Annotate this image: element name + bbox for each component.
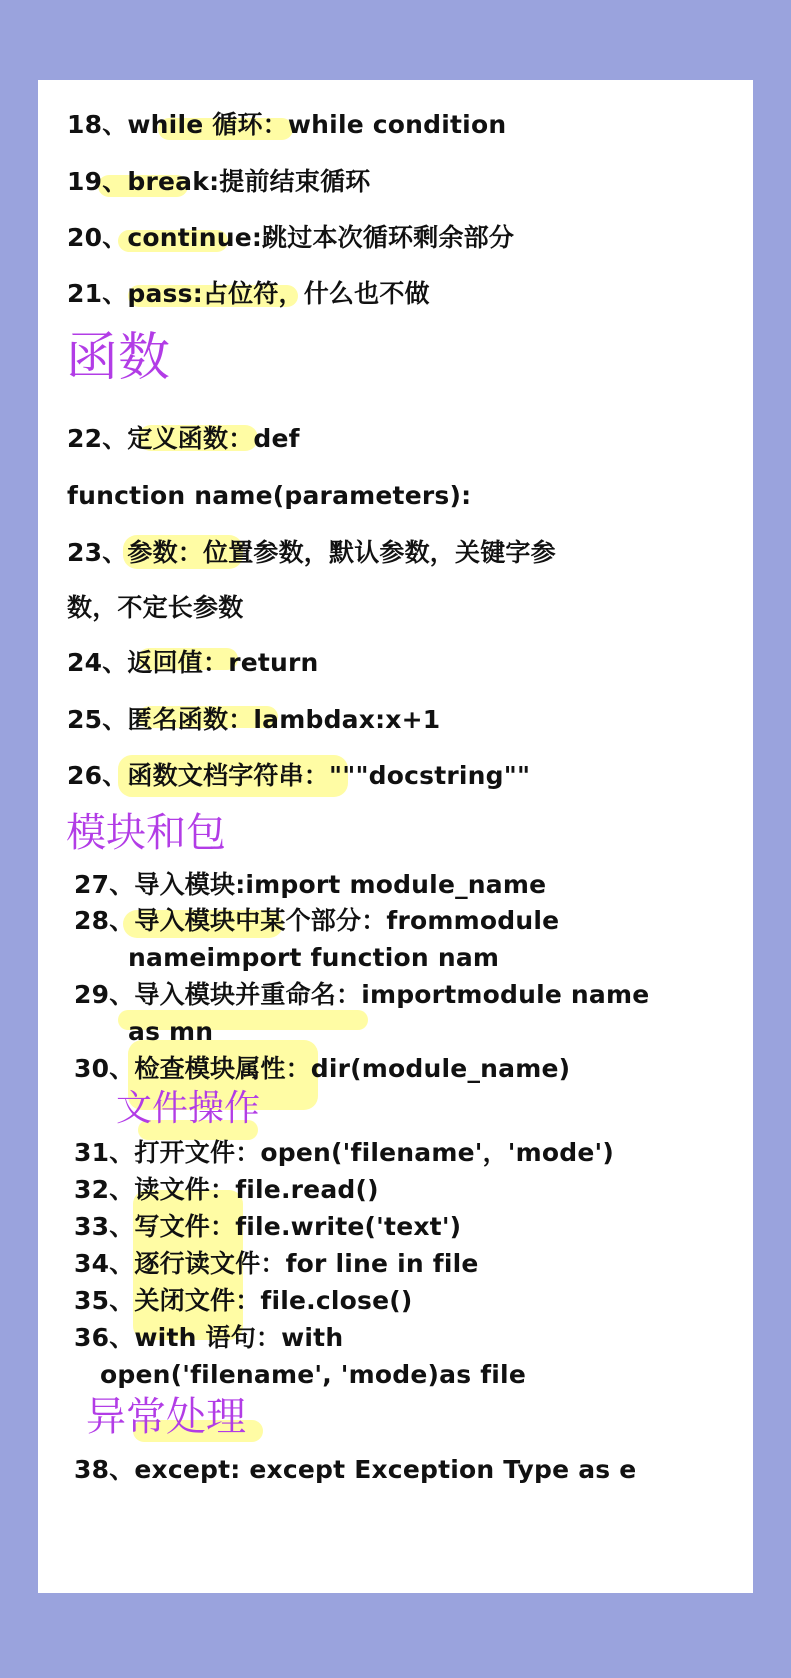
heading-functions: 函数	[66, 328, 171, 388]
content-card	[38, 80, 753, 1593]
item-20: 20、continue:跳过本次循环剩余部分	[67, 223, 515, 252]
item-28: 28、导入模块中某个部分：frommodule	[74, 906, 560, 935]
item-19: 19、break:提前结束循环	[67, 167, 371, 196]
item-21: 21、pass:占位符，什么也不做	[67, 279, 430, 308]
item-35: 35、关闭文件：file.close()	[74, 1286, 413, 1315]
item-23: 23、参数：位置参数，默认参数，关键字参	[67, 538, 556, 567]
item-29: 29、导入模块并重命名：importmodule name	[74, 980, 650, 1009]
item-33: 33、写文件：file.write('text')	[74, 1212, 462, 1241]
item-31: 31、打开文件：open('filename'，'mode')	[74, 1138, 615, 1167]
item-36-continued: open('filename', 'mode)as file	[100, 1360, 526, 1389]
item-28-continued: nameimport function nam	[128, 943, 500, 972]
item-34: 34、逐行读文件：for line in file	[74, 1249, 479, 1278]
item-25: 25、匿名函数：lambdax:x+1	[67, 705, 441, 734]
item-30: 30、检查模块属性：dir(module_name)	[74, 1054, 571, 1083]
item-26: 26、函数文档字符串："""docstring""	[67, 761, 531, 790]
item-36: 36、with 语句：with	[74, 1323, 344, 1352]
item-22-continued: function name(parameters):	[67, 481, 472, 510]
heading-exceptions: 异常处理	[86, 1394, 246, 1440]
item-29-continued: as mn	[128, 1017, 214, 1046]
item-32: 32、读文件：file.read()	[74, 1175, 379, 1204]
item-22: 22、定义函数：def	[67, 424, 300, 453]
heading-files: 文件操作	[116, 1088, 261, 1129]
item-24: 24、返回值：return	[67, 648, 319, 677]
item-27: 27、导入模块:import module_name	[74, 870, 547, 899]
item-18: 18、while 循环：while condition	[67, 110, 507, 139]
item-23-continued: 数，不定长参数	[67, 593, 244, 622]
item-38: 38、except: except Exception Type as e	[74, 1455, 637, 1484]
heading-modules: 模块和包	[66, 810, 226, 856]
